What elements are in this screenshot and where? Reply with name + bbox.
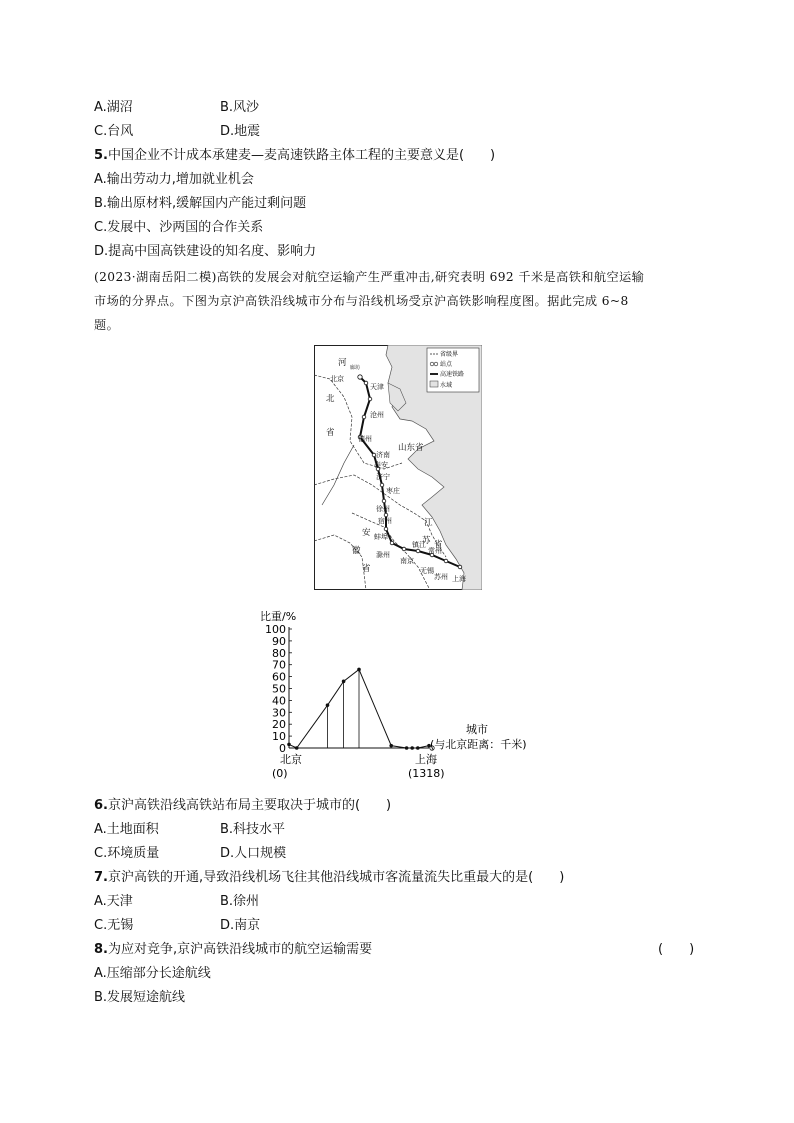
y-tick-label: 90 <box>272 634 286 648</box>
prov-label-jiang: 江 <box>424 518 433 528</box>
legend-railway: 高速铁路 <box>440 371 465 378</box>
q8-number: 8. <box>94 942 108 957</box>
prov-label-he: 河 <box>338 358 347 368</box>
impact-line-chart <box>250 605 550 783</box>
chart-start-name: 北京 <box>280 753 302 766</box>
q7-option-c: C.无锡 <box>94 918 134 933</box>
city-label-chuzhou: 滁州 <box>376 551 390 559</box>
city-label-wuxi: 无锡 <box>420 567 434 575</box>
city-label-changzhou: 常州 <box>428 547 442 555</box>
q5-number: 5. <box>94 148 108 163</box>
city-label-taian: 泰安 <box>374 461 388 469</box>
prov-label-sheng3: 省 <box>362 564 371 574</box>
prov-label-an: 安 <box>362 528 371 538</box>
chart-y-axis <box>265 623 292 755</box>
railway-map <box>314 345 482 590</box>
data-point <box>405 746 409 750</box>
data-point <box>357 668 361 672</box>
city-label-nanjing: 南京 <box>400 557 414 565</box>
prov-label-su: 苏 <box>422 536 431 546</box>
q8-answer-paren: ( ) <box>658 942 695 957</box>
q6-option-a: A.土地面积 <box>94 822 159 837</box>
chart-end-name: 上海 <box>415 753 437 766</box>
y-tick-label: 70 <box>272 658 286 672</box>
legend-boundary: 省级界 <box>440 351 459 358</box>
city-label-bengbu: 蚌埠 <box>374 533 388 541</box>
y-tick-label: 10 <box>272 730 286 744</box>
chart-start-dist: (0) <box>272 767 288 780</box>
q4-option-b: B.风沙 <box>220 100 260 115</box>
city-label-suzhou-anhui: 宿州 <box>378 517 392 525</box>
q7-option-b: B.徐州 <box>220 894 260 909</box>
q7-stem: 京沪高铁的开通,导致沿线机场飞往其他沿线城市客流量流失比重最大的是( ) <box>107 870 565 885</box>
data-point <box>410 746 414 750</box>
q5-option-b: B.输出原材料,缓解国内产能过剩问题 <box>94 196 307 211</box>
prov-label-hui: 徽 <box>352 546 361 556</box>
legend-water: 水域 <box>440 382 453 389</box>
chart-x-axis-label-1: 城市 <box>466 723 488 736</box>
city-label-langfang: 廊坊 <box>350 365 361 371</box>
prov-label-sheng2: 省 <box>434 540 443 550</box>
chart-x-axis-label-2: (与北京距离：千米) <box>430 738 527 751</box>
q4-option-c: C.台风 <box>94 124 134 139</box>
q6-option-b: B.科技水平 <box>220 822 286 837</box>
q6-question <box>94 797 391 815</box>
data-point <box>416 746 420 750</box>
q8-question <box>94 941 372 959</box>
y-tick-label: 30 <box>272 706 286 720</box>
passage-line-3: 题。 <box>94 318 120 332</box>
city-label-zhenjiang: 镇江 <box>412 541 426 549</box>
q5-stem: 中国企业不计成本承建麦—麦高速铁路主体工程的主要意义是( ) <box>107 148 496 163</box>
city-label-jinan: 济南 <box>376 451 390 459</box>
city-label-suzhou: 苏州 <box>434 573 448 581</box>
q6-option-d: D.人口规模 <box>220 846 287 861</box>
q5-question <box>94 147 495 165</box>
y-tick-label: 50 <box>272 682 286 696</box>
q5-option-c: C.发展中、沙两国的合作关系 <box>94 220 264 235</box>
y-tick-label: 20 <box>272 718 286 732</box>
data-point <box>342 680 346 684</box>
map-legend <box>427 348 479 392</box>
city-label-zaozhuang: 枣庄 <box>386 487 400 495</box>
y-tick-label: 80 <box>272 646 286 660</box>
city-label-cangzhou: 沧州 <box>370 411 384 419</box>
q6-option-c: C.环境质量 <box>94 846 160 861</box>
chart-series <box>287 668 431 750</box>
chart-y-axis-label: 比重/% <box>260 610 297 623</box>
city-label-tianjin: 天津 <box>370 383 384 391</box>
q7-option-a: A.天津 <box>94 894 133 909</box>
q6-stem: 京沪高铁沿线高铁站布局主要取决于城市的( ) <box>107 798 392 813</box>
data-point <box>287 743 291 747</box>
q4-option-d: D.地震 <box>220 124 261 139</box>
y-tick-label: 100 <box>265 623 286 636</box>
prov-label-shandong: 山东省 <box>398 443 424 453</box>
passage-line-1: (2023·湖南岳阳二模)高铁的发展会对航空运输产生严重冲击,研究表明 692 千米是高铁和航空运输 <box>94 270 645 284</box>
prov-label-bei: 北 <box>326 394 335 404</box>
q7-question <box>94 869 564 887</box>
data-point <box>389 744 393 748</box>
y-tick-label: 0 <box>279 742 286 755</box>
q5-option-d: D.提高中国高铁建设的知名度、影响力 <box>94 244 317 259</box>
q7-option-d: D.南京 <box>220 918 261 933</box>
q4-option-a: A.湖沼 <box>94 100 133 115</box>
city-label-shanghai: 上海 <box>452 575 466 583</box>
data-point <box>295 746 299 750</box>
prov-label-sheng1: 省 <box>326 428 335 438</box>
q7-number: 7. <box>94 870 108 885</box>
q8-option-b: B.发展短途航线 <box>94 990 186 1005</box>
city-label-dezhou: 德州 <box>358 435 372 443</box>
q6-number: 6. <box>94 798 108 813</box>
data-point <box>326 703 330 707</box>
chart-end-dist: (1318) <box>408 767 445 780</box>
y-tick-label: 60 <box>272 670 286 684</box>
q8-stem: 为应对竞争,京沪高铁沿线城市的航空运输需要 <box>107 942 373 957</box>
city-label-jining: 济宁 <box>376 473 390 481</box>
city-label-beijing: 北京 <box>330 375 344 383</box>
legend-station: 站点 <box>440 361 453 368</box>
q8-option-a: A.压缩部分长途航线 <box>94 966 211 981</box>
y-tick-label: 40 <box>272 694 286 708</box>
q5-option-a: A.输出劳动力,增加就业机会 <box>94 172 254 187</box>
city-label-xuzhou: 徐州 <box>376 505 390 513</box>
passage-line-2: 市场的分界点。下图为京沪高铁沿线城市分布与沿线机场受京沪高铁影响程度图。据此完成 6~8 <box>94 294 629 308</box>
